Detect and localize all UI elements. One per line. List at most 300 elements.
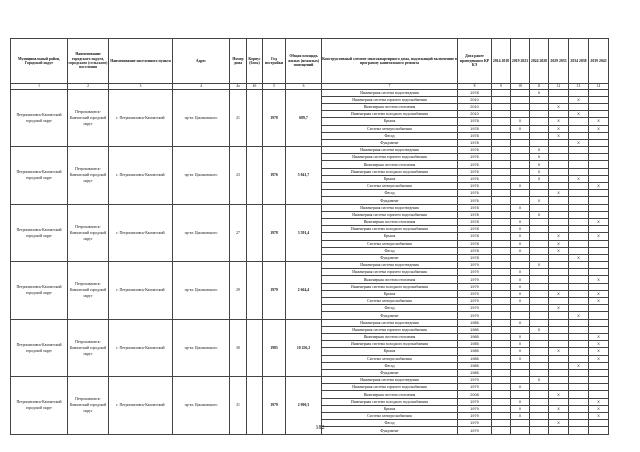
address-cell: пр-кт. Циолковского — [173, 319, 230, 377]
period-mark-cell — [511, 111, 530, 118]
column-number: 14 — [589, 84, 609, 90]
period-mark-cell — [549, 218, 569, 225]
period-mark-cell — [569, 290, 589, 297]
period-mark-cell — [589, 96, 609, 103]
period-mark-cell — [589, 362, 609, 369]
period-mark-cell: X — [589, 290, 609, 297]
period-mark-cell — [569, 384, 589, 391]
period-mark-cell: X — [511, 319, 530, 326]
previous-repair-date-cell: 1978 — [458, 139, 492, 146]
period-mark-cell — [589, 147, 609, 154]
header-period-4: 2029 2033 — [549, 39, 569, 84]
page-number: 182 — [315, 425, 325, 431]
period-mark-cell — [530, 362, 549, 369]
period-mark-cell — [492, 89, 511, 96]
previous-repair-date-cell: 1976 — [458, 197, 492, 204]
period-mark-cell — [569, 154, 589, 161]
column-number: 10 — [511, 84, 530, 90]
period-mark-cell: X — [530, 175, 549, 182]
period-mark-cell: X — [549, 348, 569, 355]
element-name-cell: Фундамент — [322, 369, 458, 376]
period-mark-cell — [589, 211, 609, 218]
period-mark-cell — [511, 175, 530, 182]
locality-cell: г. Петропавловск-Камчатский — [109, 89, 173, 147]
element-name-cell: Инженерная система холодного водоснабжения — [322, 341, 458, 348]
period-mark-cell — [569, 348, 589, 355]
period-mark-cell — [589, 305, 609, 312]
block-cell — [247, 204, 263, 262]
element-name-cell: Инженерная система холодного водоснабжения — [322, 398, 458, 405]
period-mark-cell — [511, 211, 530, 218]
previous-repair-date-cell: 1976 — [458, 147, 492, 154]
period-mark-cell — [569, 183, 589, 190]
period-mark-cell — [589, 197, 609, 204]
locality-cell: г. Петропавловск-Камчатский — [109, 147, 173, 205]
period-mark-cell — [530, 384, 549, 391]
period-mark-cell: X — [511, 247, 530, 254]
period-mark-cell — [492, 197, 511, 204]
period-mark-cell — [589, 377, 609, 384]
element-name-cell: Крыша — [322, 175, 458, 182]
period-mark-cell — [530, 254, 549, 261]
period-mark-cell — [530, 183, 549, 190]
period-mark-cell: X — [511, 118, 530, 125]
period-mark-cell: X — [530, 89, 549, 96]
element-name-cell: Инженерная система водоотведения — [322, 147, 458, 154]
column-number: 13 — [569, 84, 589, 90]
period-mark-cell: X — [589, 125, 609, 132]
period-mark-cell — [549, 398, 569, 405]
period-mark-cell — [569, 218, 589, 225]
period-mark-cell — [530, 276, 549, 283]
period-mark-cell: X — [589, 413, 609, 420]
element-name-cell: Инженерная система горячего водоснабжения — [322, 96, 458, 103]
period-mark-cell — [569, 118, 589, 125]
period-mark-cell: X — [511, 398, 530, 405]
settlement-cell: Петропавловск-Камчатский городской округ — [68, 89, 109, 147]
period-mark-cell: X — [569, 96, 589, 103]
period-mark-cell: X — [511, 405, 530, 412]
period-mark-cell — [589, 190, 609, 197]
period-mark-cell — [589, 132, 609, 139]
element-name-cell: Инженерная система горячего водоснабжения — [322, 326, 458, 333]
element-name-cell: Крыша — [322, 233, 458, 240]
period-mark-cell — [492, 161, 511, 168]
period-mark-cell — [549, 276, 569, 283]
element-name-cell: Инженерная система горячего водоснабжения — [322, 211, 458, 218]
period-mark-cell — [492, 405, 511, 412]
period-mark-cell: X — [511, 226, 530, 233]
period-mark-cell: X — [589, 333, 609, 340]
period-mark-cell — [589, 204, 609, 211]
settlement-cell: Петропавловск-Камчатский городской округ — [68, 319, 109, 377]
period-mark-cell — [530, 405, 549, 412]
period-mark-cell: X — [549, 405, 569, 412]
period-mark-cell — [569, 377, 589, 384]
period-mark-cell: X — [569, 312, 589, 319]
period-mark-cell — [492, 391, 511, 398]
column-number: 11 — [530, 84, 549, 90]
previous-repair-date-cell: 1985 — [458, 319, 492, 326]
period-mark-cell — [549, 333, 569, 340]
period-mark-cell — [530, 269, 549, 276]
period-mark-cell — [492, 226, 511, 233]
element-name-cell: Система электроснабжения — [322, 125, 458, 132]
period-mark-cell: X — [511, 125, 530, 132]
period-mark-cell: X — [530, 262, 549, 269]
period-mark-cell — [492, 240, 511, 247]
element-name-cell: Фундамент — [322, 139, 458, 146]
header-previous-repair: Дата ранее проведенного КР КЭ — [458, 39, 492, 84]
capital-repair-table — [10, 38, 609, 435]
period-mark-cell — [492, 103, 511, 110]
period-mark-cell — [492, 132, 511, 139]
header-district: Муниципальный район, Городской округ — [11, 39, 68, 84]
period-mark-cell — [530, 226, 549, 233]
element-name-cell: Система электроснабжения — [322, 183, 458, 190]
period-mark-cell — [589, 319, 609, 326]
element-name-cell: Фундамент — [322, 254, 458, 261]
previous-repair-date-cell: 1979 — [458, 398, 492, 405]
element-name-cell: Инженерная система горячего водоснабжения — [322, 384, 458, 391]
period-mark-cell — [492, 211, 511, 218]
header-address: Адрес — [173, 39, 230, 84]
period-mark-cell — [492, 333, 511, 340]
locality-cell: г. Петропавловск-Камчатский — [109, 377, 173, 435]
period-mark-cell — [549, 111, 569, 118]
period-mark-cell: X — [569, 139, 589, 146]
period-mark-cell — [492, 398, 511, 405]
year-built-cell: 1976 — [263, 147, 286, 205]
period-mark-cell — [530, 298, 549, 305]
column-number: 7 — [322, 84, 458, 90]
column-number: 8 — [458, 84, 492, 90]
previous-repair-date-cell: 1979 — [458, 413, 492, 420]
period-mark-cell — [492, 175, 511, 182]
element-name-cell: Инженерная система холодного водоснабжения — [322, 168, 458, 175]
header-element: Конструктивный элемент многоквартирного дома, подлежащий включению в программу капитального ремонта — [322, 39, 458, 84]
period-mark-cell — [549, 161, 569, 168]
previous-repair-date-cell: 1985 — [458, 341, 492, 348]
column-number: 1 — [11, 84, 68, 90]
period-mark-cell — [569, 247, 589, 254]
period-mark-cell — [549, 147, 569, 154]
period-mark-cell — [511, 391, 530, 398]
period-mark-cell — [549, 139, 569, 146]
year-built-cell: 1979 — [263, 262, 286, 320]
element-name-cell: Фундамент — [322, 312, 458, 319]
period-mark-cell — [511, 197, 530, 204]
column-number: 4 — [173, 84, 230, 90]
period-mark-cell — [511, 96, 530, 103]
period-mark-cell: X — [511, 283, 530, 290]
period-mark-cell — [492, 413, 511, 420]
previous-repair-date-cell: 2010 — [458, 111, 492, 118]
period-mark-cell: X — [589, 183, 609, 190]
period-mark-cell — [492, 377, 511, 384]
period-mark-cell: X — [549, 305, 569, 312]
period-mark-cell — [549, 362, 569, 369]
locality-cell: г. Петропавловск-Камчатский — [109, 262, 173, 320]
settlement-cell: Петропавловск-Камчатский городской округ — [68, 262, 109, 320]
element-name-cell: Крыша — [322, 118, 458, 125]
header-period-6: 2039 2043 — [589, 39, 609, 84]
period-mark-cell — [589, 89, 609, 96]
previous-repair-date-cell: 1979 — [458, 384, 492, 391]
district-cell: Петропавловск-Камчатский городской округ — [11, 89, 68, 147]
period-mark-cell: X — [569, 175, 589, 182]
previous-repair-date-cell: 1976 — [458, 168, 492, 175]
previous-repair-date-cell: 1978 — [458, 254, 492, 261]
period-mark-cell — [530, 139, 549, 146]
table-row — [11, 319, 609, 326]
period-mark-cell — [511, 262, 530, 269]
previous-repair-date-cell: 1979 — [458, 405, 492, 412]
table-row — [11, 89, 609, 96]
area-cell: 2 900,3 — [286, 377, 322, 435]
address-cell: пр-кт. Циолковского — [173, 147, 230, 205]
element-name-cell: Инженерная система водоотведения — [322, 377, 458, 384]
block-cell — [247, 147, 263, 205]
period-mark-cell — [492, 290, 511, 297]
header-year-built: Год постройки — [263, 39, 286, 84]
period-mark-cell — [530, 341, 549, 348]
previous-repair-date-cell: 1985 — [458, 355, 492, 362]
table-body — [11, 89, 609, 434]
period-mark-cell — [569, 89, 589, 96]
period-mark-cell: X — [511, 348, 530, 355]
period-mark-cell — [530, 247, 549, 254]
locality-cell: г. Петропавловск-Камчатский — [109, 319, 173, 377]
block-cell — [247, 89, 263, 147]
previous-repair-date-cell: 1976 — [458, 161, 492, 168]
period-mark-cell: X — [549, 247, 569, 254]
element-name-cell: Инженерная система холодного водоснабжения — [322, 283, 458, 290]
period-mark-cell — [589, 111, 609, 118]
period-mark-cell: X — [549, 391, 569, 398]
period-mark-cell — [549, 319, 569, 326]
period-mark-cell — [549, 154, 569, 161]
period-mark-cell — [511, 139, 530, 146]
period-mark-cell — [569, 161, 589, 168]
element-name-cell: Инженерная система отопления — [322, 333, 458, 340]
period-mark-cell — [492, 154, 511, 161]
period-mark-cell — [511, 362, 530, 369]
element-name-cell: Инженерная система горячего водоснабжения — [322, 154, 458, 161]
period-mark-cell: X — [511, 290, 530, 297]
previous-repair-date-cell: 1978 — [458, 226, 492, 233]
district-cell: Петропавловск-Камчатский городской округ — [11, 319, 68, 377]
period-mark-cell — [530, 305, 549, 312]
period-mark-cell: X — [511, 276, 530, 283]
period-mark-cell — [511, 168, 530, 175]
previous-repair-date-cell: 1985 — [458, 362, 492, 369]
area-cell: 3 591,4 — [286, 204, 322, 262]
period-mark-cell — [549, 96, 569, 103]
period-mark-cell — [549, 175, 569, 182]
previous-repair-date-cell: 1978 — [458, 211, 492, 218]
period-mark-cell: X — [511, 341, 530, 348]
period-mark-cell: X — [589, 276, 609, 283]
element-name-cell: Инженерная система водоотведения — [322, 319, 458, 326]
year-built-cell: 1978 — [263, 89, 286, 147]
period-mark-cell — [511, 89, 530, 96]
previous-repair-date-cell: 1976 — [458, 190, 492, 197]
table-row — [11, 262, 609, 269]
period-mark-cell — [569, 204, 589, 211]
column-number: 3 — [109, 84, 173, 90]
column-number: 6 — [286, 84, 322, 90]
column-number: 4а — [230, 84, 247, 90]
period-mark-cell — [492, 341, 511, 348]
period-mark-cell — [492, 319, 511, 326]
element-name-cell: Инженерная система отопления — [322, 103, 458, 110]
period-mark-cell — [511, 147, 530, 154]
previous-repair-date-cell: 1978 — [458, 125, 492, 132]
period-mark-cell: X — [549, 233, 569, 240]
period-mark-cell: X — [511, 355, 530, 362]
period-mark-cell — [549, 269, 569, 276]
period-mark-cell — [589, 154, 609, 161]
period-mark-cell — [492, 204, 511, 211]
period-mark-cell — [549, 355, 569, 362]
previous-repair-date-cell: 1979 — [458, 262, 492, 269]
period-mark-cell — [549, 413, 569, 420]
period-mark-cell — [569, 269, 589, 276]
period-mark-cell: X — [530, 197, 549, 204]
period-mark-cell: X — [589, 355, 609, 362]
header-house-number: Номер дома — [230, 39, 247, 84]
area-cell: 2 664,4 — [286, 262, 322, 320]
period-mark-cell: X — [589, 405, 609, 412]
previous-repair-date-cell: 1979 — [458, 312, 492, 319]
period-mark-cell: X — [589, 118, 609, 125]
period-mark-cell — [492, 362, 511, 369]
document-sheet — [10, 38, 608, 435]
previous-repair-date-cell: 1985 — [458, 369, 492, 376]
element-name-cell: Фасад — [322, 305, 458, 312]
period-mark-cell — [569, 233, 589, 240]
header-settlement: Наименование городского округа, городского (сельского) поселения — [68, 39, 109, 84]
period-mark-cell: X — [511, 298, 530, 305]
period-mark-cell — [492, 118, 511, 125]
column-number: 4б — [247, 84, 263, 90]
period-mark-cell — [549, 369, 569, 376]
period-mark-cell — [492, 247, 511, 254]
period-mark-cell — [569, 405, 589, 412]
element-name-cell: Инженерная система отопления — [322, 218, 458, 225]
previous-repair-date-cell: 1978 — [458, 118, 492, 125]
period-mark-cell — [492, 125, 511, 132]
previous-repair-date-cell: 2010 — [458, 96, 492, 103]
district-cell: Петропавловск-Камчатский городской округ — [11, 262, 68, 320]
period-mark-cell — [569, 211, 589, 218]
period-mark-cell — [569, 319, 589, 326]
period-mark-cell — [511, 132, 530, 139]
previous-repair-date-cell: 1979 — [458, 283, 492, 290]
area-cell: 689,7 — [286, 89, 322, 147]
period-mark-cell — [492, 139, 511, 146]
period-mark-cell — [569, 341, 589, 348]
period-mark-cell — [589, 254, 609, 261]
house-number-cell: 21 — [230, 89, 247, 147]
period-mark-cell: X — [549, 125, 569, 132]
house-number-cell: 27 — [230, 204, 247, 262]
period-mark-cell — [530, 312, 549, 319]
period-mark-cell — [511, 369, 530, 376]
locality-cell: г. Петропавловск-Камчатский — [109, 204, 173, 262]
period-mark-cell — [492, 218, 511, 225]
period-mark-cell — [511, 312, 530, 319]
period-mark-cell — [530, 283, 549, 290]
period-mark-cell — [530, 96, 549, 103]
period-mark-cell: X — [511, 384, 530, 391]
block-cell — [247, 319, 263, 377]
address-cell: пр-кт. Циолковского — [173, 262, 230, 320]
period-mark-cell — [589, 161, 609, 168]
period-mark-cell — [589, 384, 609, 391]
period-mark-cell — [530, 233, 549, 240]
header-period-2: 2019 2023 — [511, 39, 530, 84]
header-period-5: 2034 2038 — [569, 39, 589, 84]
previous-repair-date-cell: 1976 — [458, 154, 492, 161]
period-mark-cell: X — [589, 233, 609, 240]
element-name-cell: Фасад — [322, 362, 458, 369]
period-mark-cell: X — [530, 211, 549, 218]
period-mark-cell — [492, 305, 511, 312]
year-built-cell: 1978 — [263, 204, 286, 262]
year-built-cell: 1985 — [263, 319, 286, 377]
period-mark-cell — [589, 369, 609, 376]
header-period-1: 2014 2018 — [492, 39, 511, 84]
block-cell — [247, 262, 263, 320]
year-built-cell: 1979 — [263, 377, 286, 435]
element-name-cell: Фасад — [322, 247, 458, 254]
period-mark-cell — [492, 348, 511, 355]
element-name-cell: Инженерная система горячего водоснабжения — [322, 269, 458, 276]
area-cell: 10 256,2 — [286, 319, 322, 377]
period-mark-cell — [530, 190, 549, 197]
previous-repair-date-cell: 1979 — [458, 276, 492, 283]
period-mark-cell: X — [511, 204, 530, 211]
period-mark-cell — [549, 183, 569, 190]
period-mark-cell: X — [569, 254, 589, 261]
period-mark-cell — [492, 183, 511, 190]
period-mark-cell — [549, 341, 569, 348]
element-name-cell: Инженерная система холодного водоснабжения — [322, 226, 458, 233]
period-mark-cell — [492, 147, 511, 154]
house-number-cell: 30 — [230, 319, 247, 377]
period-mark-cell: X — [569, 362, 589, 369]
district-cell: Петропавловск-Камчатский городской округ — [11, 147, 68, 205]
element-name-cell: Инженерная система отопления — [322, 276, 458, 283]
period-mark-cell — [589, 103, 609, 110]
period-mark-cell — [589, 168, 609, 175]
element-name-cell: Фасад — [322, 420, 458, 427]
element-name-cell: Система электроснабжения — [322, 413, 458, 420]
period-mark-cell — [530, 111, 549, 118]
period-mark-cell — [549, 326, 569, 333]
element-name-cell: Фасад — [322, 132, 458, 139]
period-mark-cell — [492, 111, 511, 118]
element-name-cell: Крыша — [322, 290, 458, 297]
element-name-cell: Фасад — [322, 190, 458, 197]
element-name-cell: Инженерная система отопления — [322, 391, 458, 398]
previous-repair-date-cell: 1979 — [458, 420, 492, 427]
period-mark-cell — [492, 298, 511, 305]
period-mark-cell — [549, 298, 569, 305]
header-block: Корпус (блок) — [247, 39, 263, 84]
